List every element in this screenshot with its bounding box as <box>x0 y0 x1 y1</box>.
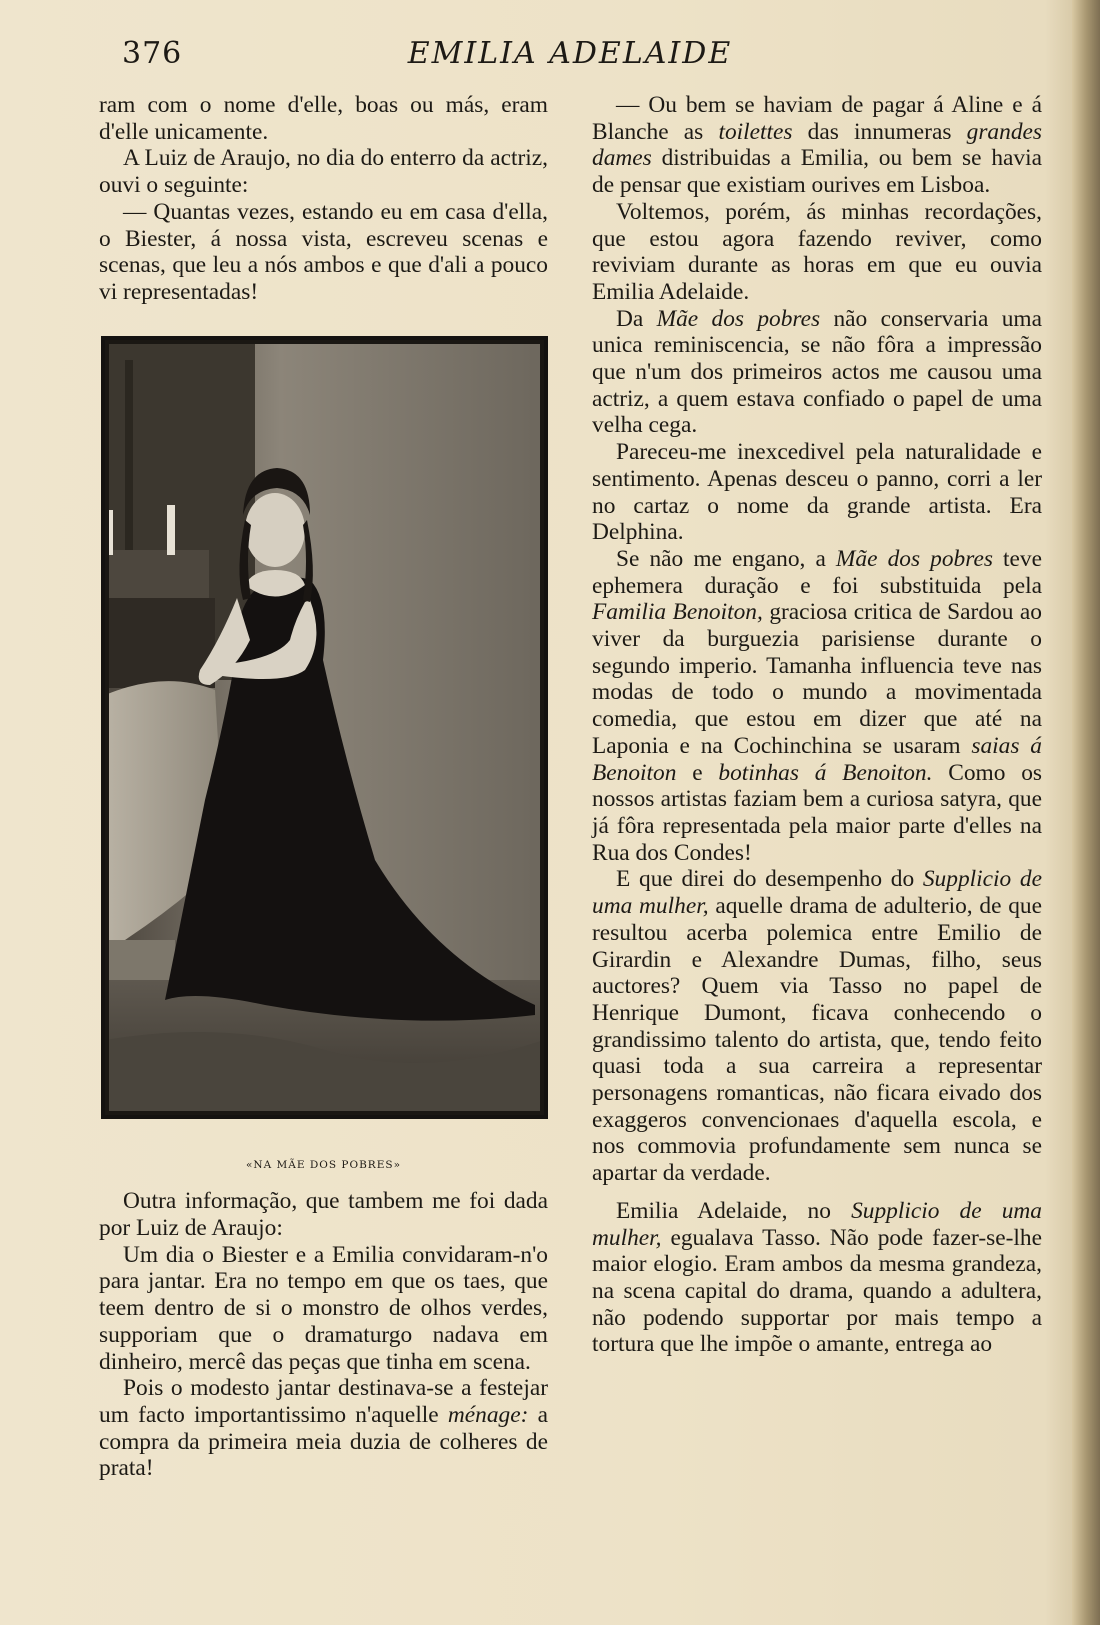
text-run: aquelle drama de adulterio, de que resultou acerba polemica entre Emilio de Girardin e Alexandre Dumas, filho, seus auctores? Quem via Tasso no papel de Henrique Dumont, ficava conhecendo o grandissimo talento do artista, que, tendo feito quasi toda a sua carreira a representar personagens romanticas, não ficara eivado dos exaggeros convencionaes d'aquella escola, e nos commovia profundamente sem nunca se apartar da verdade. <box>592 893 1042 1187</box>
paragraph <box>592 1198 1042 1358</box>
paragraph: Outra informação, que tambem me foi dada por Luiz de Araujo: <box>99 1188 548 1242</box>
page-header <box>100 30 1040 80</box>
paragraph: Um dia o Biester e a Emilia convidaram-n'o para jantar. Era no tempo em que os taes, que teem dentro de si o monstro de olhos verdes, supporiam que o dramaturgo nadava em dinheiro, mercê das peças que tinha em scena. <box>99 1241 548 1375</box>
italic-text: toilettes <box>718 118 793 145</box>
running-title: EMILIA ADELAIDE <box>407 36 733 71</box>
italic-text: Supplicio de uma mulher, <box>592 1197 1042 1251</box>
paragraph <box>592 306 1042 440</box>
paragraph: A Luiz de Araujo, no dia do enterro da actriz, ouvi o seguinte: <box>99 145 548 199</box>
text-run: a compra da primeira meia duzia de colheres de prata! <box>99 1401 548 1482</box>
text-run: teve ephemera duração e foi substituida pela <box>592 545 1042 599</box>
italic-text: Mãe dos pobres <box>656 305 821 332</box>
text-run: — Ou bem se haviam de pagar á Aline e á Blanche as <box>592 92 1042 145</box>
paragraph: — Quantas vezes, estando eu em casa d'ella, o Biester, á nossa vista, escreveu scenas e scenas, que leu a nós ambos e que d'ali a pouco vi representadas! <box>99 198 548 305</box>
text-run: Como os nossos artistas faziam bem a curiosa satyra, que já fôra representada pela maior parte d'elles na Rua dos Condes! <box>592 759 1043 866</box>
text-run: Da <box>616 305 657 332</box>
text-run: e <box>676 759 719 786</box>
right-column <box>592 92 1042 1358</box>
page-edge <box>1072 0 1100 1625</box>
text-run: não conservaria uma unica reminiscencia, se não fôra a impressão que n'um dos primeiros actos me causou uma actriz, a quem estava confiado o papel de uma velha cega. <box>592 305 1042 439</box>
italic-text: Familia Benoiton, <box>592 599 763 626</box>
italic-text: grandes dames <box>592 118 1042 172</box>
italic-text: ménage: <box>447 1401 529 1428</box>
paragraph <box>592 866 1042 1186</box>
text-run: graciosa critica de Sardou ao viver da burguezia parisiense durante o segundo imperio. Tamanha influencia teve nas modas de todo o mundo a movimentada comedia, que estou em dizer que até na Laponia e na Cochinchina se usaram <box>592 599 1042 759</box>
text-run: Emilia Adelaide, no <box>616 1197 852 1224</box>
paragraph: Pareceu-me inexcedivel pela naturalidade e sentimento. Apenas desceu o panno, corri a ler no cartaz o nome da grande artista. Era Delphina. <box>592 439 1042 546</box>
figure-caption: «NA MÃE DOS POBRES» <box>245 1158 401 1171</box>
italic-text: botinhas á Benoiton. <box>718 759 933 786</box>
italic-text: Mãe dos pobres <box>835 545 993 572</box>
paragraph: ram com o nome d'elle, boas ou más, eram d'elle unicamente. <box>99 92 548 145</box>
paragraph <box>592 546 1042 866</box>
portrait-photo <box>101 336 548 1119</box>
left-column <box>99 92 548 1482</box>
italic-text: Supplicio de uma mulher, <box>592 866 1042 920</box>
text-run: Se não me engano, a <box>616 545 836 572</box>
text-run: egualava Tasso. Não pode fazer-se-lhe maior elogio. Eram ambos da mesma grandeza, na scena capital do drama, quando a adultera, não podendo supportar por mais tempo a tortura que lhe impõe o amante, entrega ao <box>592 1224 1042 1358</box>
text-run: distribuidas a Emilia, ou bem se havia de pensar que existiam ourives em Lisboa. <box>592 145 1042 199</box>
text-run: Pois o modesto jantar destinava-se a festejar um facto importantissimo n'aquelle <box>99 1375 548 1428</box>
italic-text: saias á Benoiton <box>592 732 1043 786</box>
text-run: das innumeras <box>792 118 967 145</box>
paragraph <box>99 1375 548 1482</box>
page-number: 376 <box>122 36 183 71</box>
paragraph: Voltemos, porém, ás minhas recordações, que estou agora fazendo reviver, como reviviam durante as horas em que eu ouvia Emilia Adelaide. <box>592 198 1042 305</box>
text-run: E que direi do desempenho do <box>616 866 923 893</box>
portrait-illustration <box>105 340 544 1115</box>
paragraph <box>592 92 1042 199</box>
